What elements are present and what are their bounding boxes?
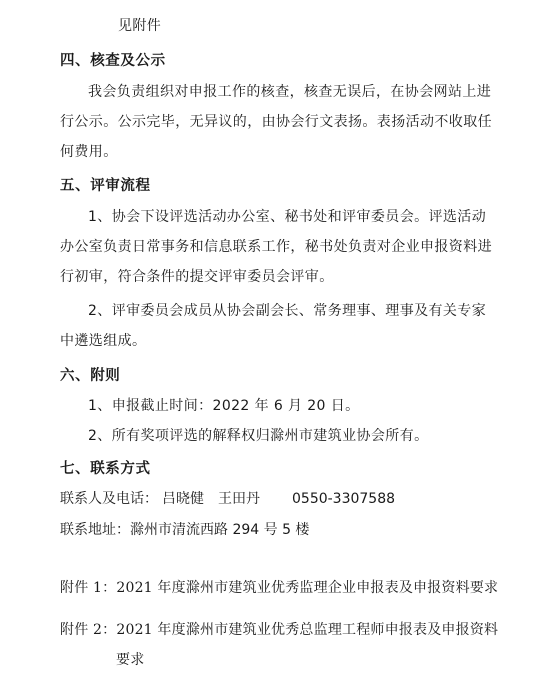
section-4-paragraph-line: 我会负责组织对申报工作的核查，核查无误后，在协会网站上进 xyxy=(88,84,492,100)
section-5-item-1-line: 1、协会下设评选活动办公室、秘书处和评审委员会。评选活动 xyxy=(88,209,487,225)
contact-phone: 0550-3307588 xyxy=(292,491,396,507)
attachment-2-continuation: 要求 xyxy=(116,652,145,668)
attachment-2: 附件 2：2021 年度滁州市建筑业优秀总监理工程师申报表及申报资料 xyxy=(60,622,499,638)
contact-names: 吕晓健 王田丹 xyxy=(162,491,260,507)
contact-label: 联系人及电话： xyxy=(60,491,158,507)
contact-address: 联系地址：滁州市清流西路 294 号 5 楼 xyxy=(60,522,310,538)
section-4-paragraph-line: 何费用。 xyxy=(60,144,118,160)
section-4-paragraph-line: 行公示。公示完毕，无异议的，由协会行文表扬。表扬活动不收取任 xyxy=(60,114,492,130)
section-6-heading: 六、附则 xyxy=(60,368,121,384)
section-5-item-2-line: 中遴选组成。 xyxy=(60,333,147,349)
section-5-heading: 五、评审流程 xyxy=(60,178,151,194)
section-7-heading: 七、联系方式 xyxy=(60,461,151,477)
section-4-heading: 四、核查及公示 xyxy=(60,53,166,69)
section-5-item-1-line: 行初审，符合条件的提交评审委员会评审。 xyxy=(60,269,334,285)
section-6-item-1: 1、申报截止时间：2022 年 6 月 20 日。 xyxy=(88,398,360,414)
section-5-item-1-line: 办公室负责日常事务和信息联系工作，秘书处负责对企业申报资料进 xyxy=(60,239,492,255)
attachment-1: 附件 1：2021 年度滁州市建筑业优秀监理企业申报表及申报资料要求 xyxy=(60,580,499,596)
section-6-item-2: 2、所有奖项评选的解释权归滁州市建筑业协会所有。 xyxy=(88,428,429,444)
intro-line: 见附件 xyxy=(118,18,162,34)
section-5-item-2-line: 2、评审委员会成员从协会副会长、常务理事、理事及有关专家 xyxy=(88,303,487,319)
